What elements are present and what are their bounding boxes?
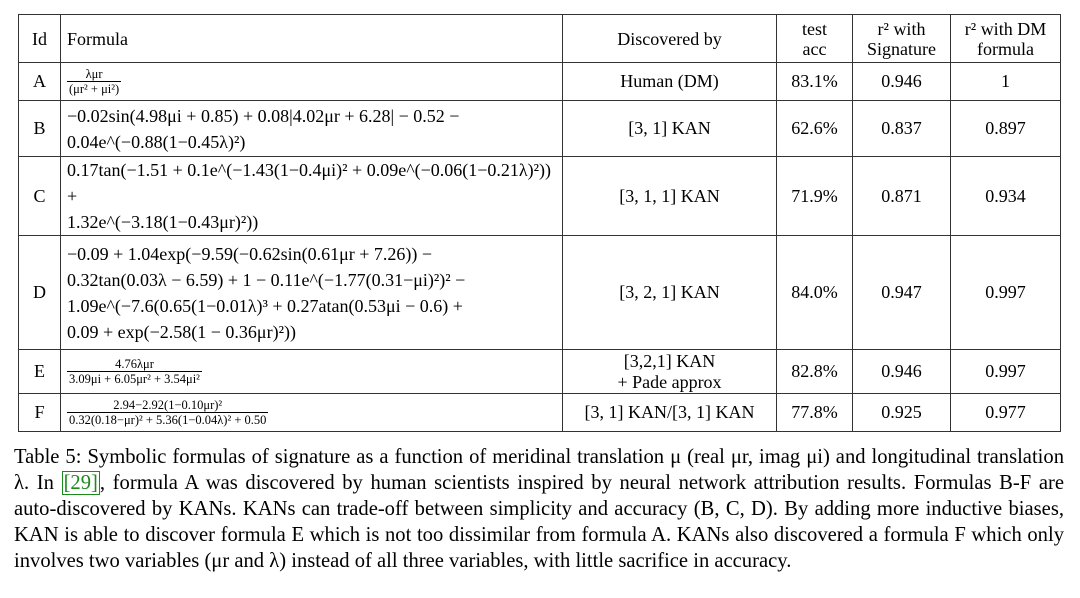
row-r2-signature: 0.837 <box>853 101 951 157</box>
table-header-row <box>19 15 1061 63</box>
caption-text-part2: , formula A was discovered by human scientists inspired by neural network attribution results. Formulas B-F are auto-discovered by KANs. KANs can trade-off between simplicity and accuracy (B, C, D). By adding more inductive biases, KAN is able to discover formula E which is not too dissimilar from formula A. KANs also discovered a formula F which only involves two variables (μr and λ) instead of all three variables, with little sacrifice in accuracy. <box>14 472 1065 572</box>
results-table-container <box>18 14 1062 432</box>
symbolic-formulas-table <box>18 14 1061 432</box>
citation-link[interactable]: [29] <box>63 472 98 494</box>
caption-text-part1: Table 5: Symbolic formulas of signature as a function of meridinal translation μ (real μr, imag μi) and longitudinal translation λ. In <box>14 446 1064 494</box>
row-test-acc: 62.6% <box>777 101 853 157</box>
fraction-denominator: (μr² + μi²) <box>69 82 120 96</box>
row-formula <box>61 236 563 350</box>
fraction-denominator: 0.32(0.18−μr)² + 5.36(1−0.04λ)² + 0.50 <box>69 413 267 427</box>
formula-line: 0.32tan(0.03λ − 6.59) + 1 − 0.11e^(−1.77(0.31−μi)²)² − <box>67 269 466 290</box>
table-row <box>19 350 1061 394</box>
header-test-acc <box>777 15 853 63</box>
row-id: E <box>19 350 61 394</box>
row-discovered-by: [3, 1] KAN/[3, 1] KAN <box>563 394 777 432</box>
row-r2-signature: 0.925 <box>853 394 951 432</box>
row-id: D <box>19 236 61 350</box>
table-caption <box>14 444 1064 574</box>
header-id: Id <box>19 15 61 63</box>
row-test-acc: 82.8% <box>777 350 853 394</box>
fraction-numerator: 4.76λμr <box>67 357 202 372</box>
row-r2-dm: 1 <box>951 63 1061 101</box>
row-id: A <box>19 63 61 101</box>
row-discovered-by <box>563 350 777 394</box>
table-row <box>19 394 1061 432</box>
formula-line: 1.32e^(−3.18(1−0.43μr)²)) <box>67 212 259 232</box>
row-test-acc: 84.0% <box>777 236 853 350</box>
header-r2-signature <box>853 15 951 63</box>
row-id: B <box>19 101 61 157</box>
row-test-acc: 71.9% <box>777 157 853 236</box>
header-r2-dm <box>951 15 1061 63</box>
fraction-numerator: λμr <box>67 67 121 82</box>
table-row <box>19 63 1061 101</box>
row-r2-dm: 0.997 <box>951 350 1061 394</box>
row-formula <box>61 350 563 394</box>
row-r2-dm: 0.897 <box>951 101 1061 157</box>
row-r2-dm: 0.977 <box>951 394 1061 432</box>
row-discovered-by: [3, 1, 1] KAN <box>563 157 777 236</box>
discovered-by-line: [3,2,1] KAN <box>623 350 716 371</box>
row-r2-signature: 0.946 <box>853 350 951 394</box>
row-formula <box>61 63 563 101</box>
row-r2-signature: 0.946 <box>853 63 951 101</box>
row-r2-signature: 0.947 <box>853 236 951 350</box>
row-formula <box>61 157 563 236</box>
formula-line: 0.17tan(−1.51 + 0.1e^(−1.43(1−0.4μi)² + 0.09e^(−0.06(1−0.21λ)²)) + <box>67 160 552 206</box>
header-r2-dm-line2: formula <box>977 38 1034 59</box>
row-discovered-by: [3, 1] KAN <box>563 101 777 157</box>
discovered-by-line: + Pade approx <box>617 371 722 392</box>
formula-line: 0.09 + exp(−2.58(1 − 0.36μr)²)) <box>67 321 296 342</box>
formula-line: −0.09 + 1.04exp(−9.59(−0.62sin(0.61μr + 7.26)) − <box>67 243 433 264</box>
row-test-acc: 83.1% <box>777 63 853 101</box>
header-test-acc-line1: test <box>802 18 827 39</box>
formula-line: −0.02sin(4.98μi + 0.85) + 0.08|4.02μr + 6.28| − 0.52 − <box>67 105 460 126</box>
formula-fraction <box>67 67 121 96</box>
table-row <box>19 101 1061 157</box>
fraction-numerator: 2.94−2.92(1−0.10μr)² <box>67 398 268 413</box>
header-r2-signature-line2: Signature <box>867 38 936 59</box>
row-formula <box>61 394 563 432</box>
header-test-acc-line2: acc <box>802 38 827 59</box>
row-discovered-by: Human (DM) <box>563 63 777 101</box>
formula-fraction <box>67 398 268 427</box>
header-formula: Formula <box>61 15 563 63</box>
row-discovered-by: [3, 2, 1] KAN <box>563 236 777 350</box>
fraction-denominator: 3.09μi + 6.05μr² + 3.54μi² <box>69 372 200 386</box>
header-r2-signature-line1: r² with <box>877 18 926 39</box>
row-formula <box>61 101 563 157</box>
formula-line: 0.04e^(−0.88(1−0.45λ)²) <box>67 131 246 152</box>
formula-fraction <box>67 357 202 386</box>
row-r2-signature: 0.871 <box>853 157 951 236</box>
header-r2-dm-line1: r² with DM <box>964 18 1047 39</box>
table-row <box>19 157 1061 236</box>
table-row <box>19 236 1061 350</box>
row-r2-dm: 0.997 <box>951 236 1061 350</box>
row-test-acc: 77.8% <box>777 394 853 432</box>
row-r2-dm: 0.934 <box>951 157 1061 236</box>
row-id: C <box>19 157 61 236</box>
header-discovered-by: Discovered by <box>563 15 777 63</box>
row-id: F <box>19 394 61 432</box>
formula-line: 1.09e^(−7.6(0.65(1−0.01λ)³ + 0.27atan(0.53μi − 0.6) + <box>67 295 463 316</box>
